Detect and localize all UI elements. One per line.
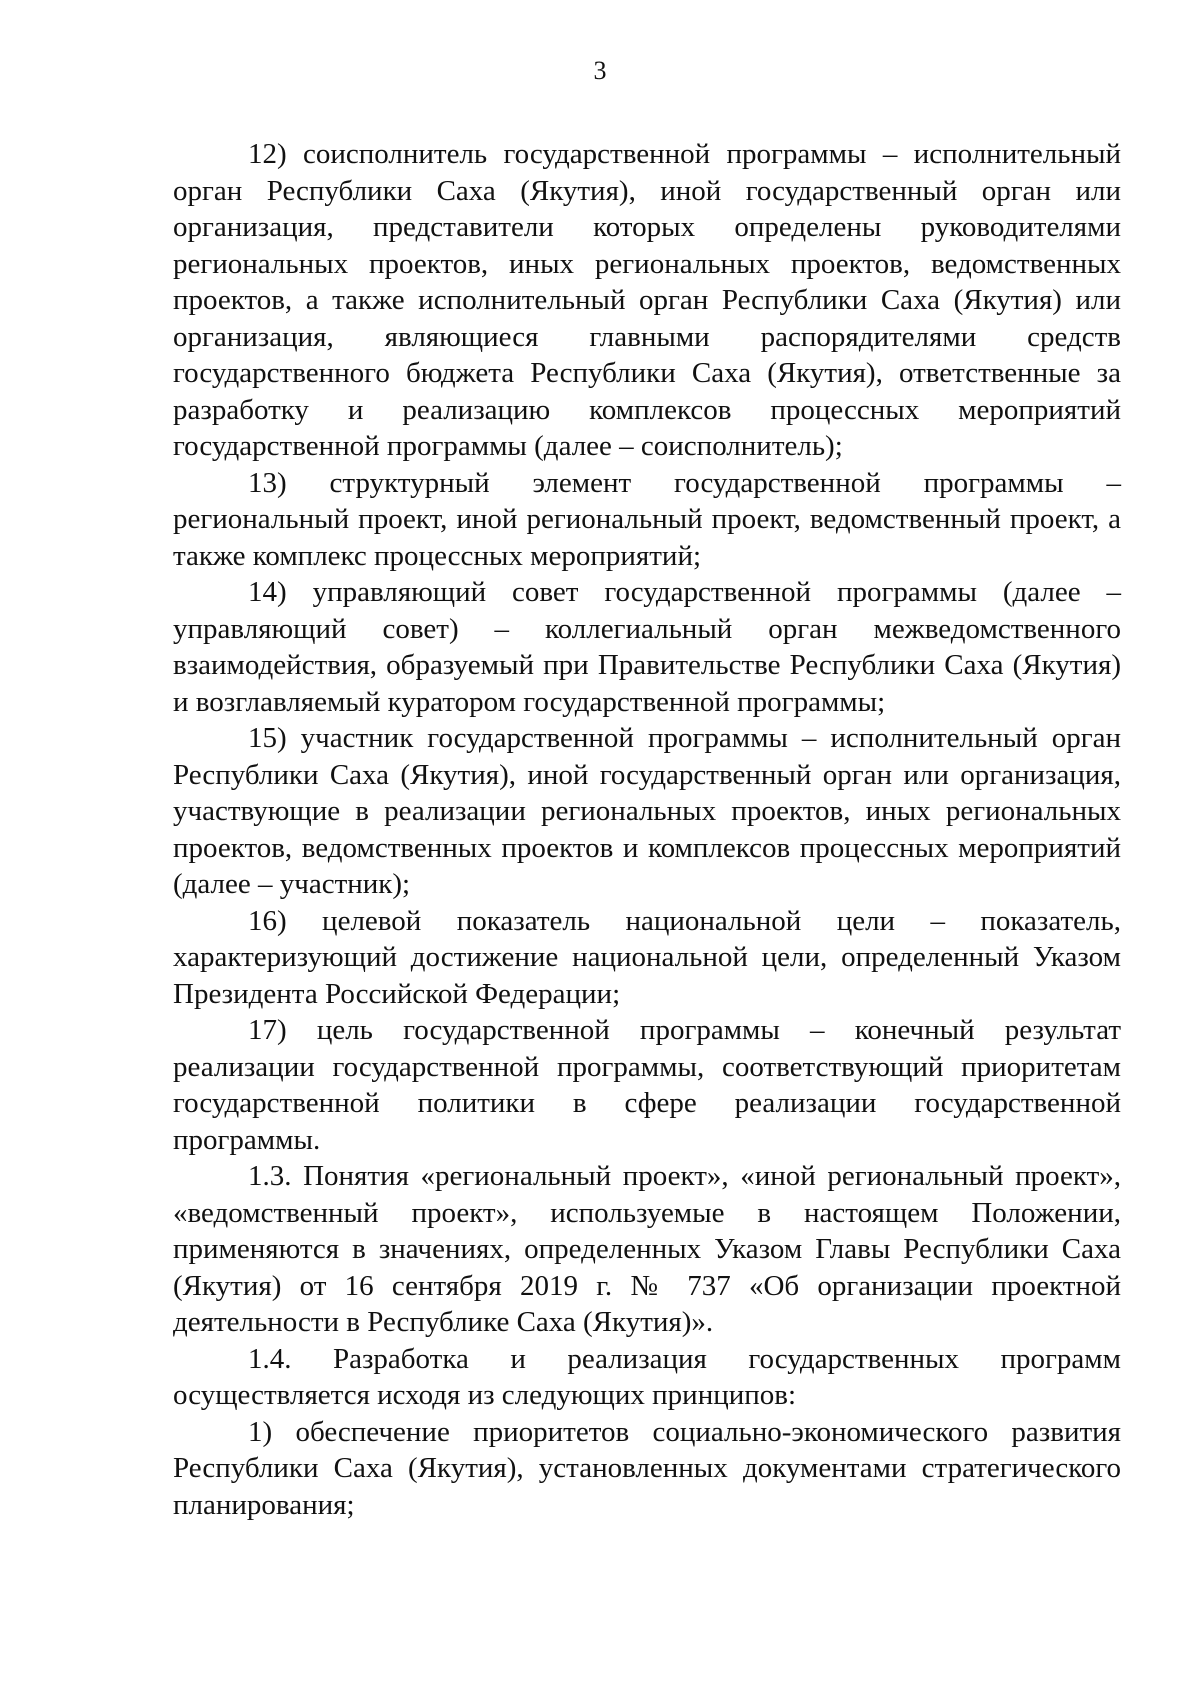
- document-body: [173, 136, 1121, 1523]
- paragraph-section-1-4: 1.4. Разработка и реализация государственных программ осуществляется исходя из следующих принципов:: [173, 1342, 1121, 1411]
- paragraph-item-12: 12) соисполнитель государственной программы – исполнительный орган Республики Саха (Якутия), иной государственный орган или организация, представители которых определены руководителями региональных проектов, иных региональных проектов, ведомственных проектов, а также исполнительный орган Республики Саха (Якутия) или организация, являющиеся главными распорядителями средств государственного бюджета Республики Саха (Якутия), ответственные за разработку и реализацию комплексов процессных мероприятий государственной программы (далее – соисполнитель);: [173, 138, 1121, 462]
- paragraph-item-15: 15) участник государственной программы – исполнительный орган Республики Саха (Якутия), иной государственный орган или организация, участвующие в реализации региональных проектов, иных региональных проектов, ведомственных проектов и комплексов процессных мероприятий (далее – участник);: [173, 722, 1121, 900]
- paragraph-item-13: 13) структурный элемент государственной программы – региональный проект, иной региональный проект, ведомственный проект, а также комплекс процессных мероприятий;: [173, 466, 1121, 572]
- paragraph-item-14: 14) управляющий совет государственной программы (далее – управляющий совет) – коллегиальный орган межведомственного взаимодействия, образуемый при Правительстве Республики Саха (Якутия) и возглавляемый куратором государственной программы;: [173, 576, 1121, 718]
- paragraph-principle-1: 1) обеспечение приоритетов социально-экономического развития Республики Саха (Якутия), установленных документами стратегического планирования;: [173, 1415, 1121, 1521]
- page-number: 3: [593, 56, 607, 85]
- paragraph-section-1-3: 1.3. Понятия «региональный проект», «иной региональный проект», «ведомственный проект», используемые в настоящем Положении, применяются в значениях, определенных Указом Главы Республики Саха (Якутия) от 16 сентября 2019 г. № 737 «Об организации проектной деятельности в Республике Саха (Якутия)».: [173, 1160, 1121, 1338]
- paragraph-item-17: 17) цель государственной программы – конечный результат реализации государственной программы, соответствующий приоритетам государственной политики в сфере реализации государственной программы.: [173, 1014, 1121, 1156]
- paragraph-item-16: 16) целевой показатель национальной цели – показатель, характеризующий достижение национальной цели, определенный Указом Президента Российской Федерации;: [173, 904, 1121, 1010]
